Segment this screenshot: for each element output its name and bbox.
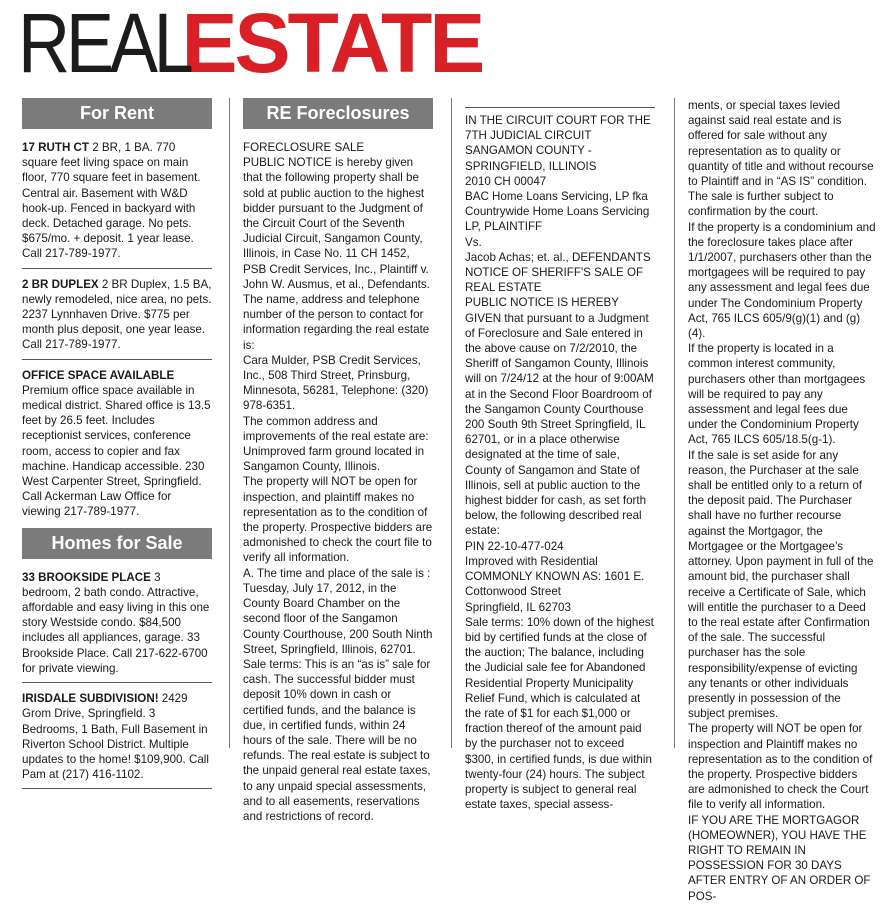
foreclosures-header: RE Foreclosures bbox=[243, 98, 433, 129]
ad-title: IRISDALE SUBDIVISION! bbox=[22, 692, 159, 706]
column-foreclosure-2 bbox=[465, 98, 655, 812]
rent-ad bbox=[22, 277, 212, 360]
ad-body: 2429 Grom Drive, Springfield. 3 Bedrooms, 1 Bath, Full Basement in Riverton School District. Multiple updates to the home! $109,900. Call Pam at (217) 416-1102. bbox=[22, 692, 209, 782]
ad-body: 2 BR, 1 BA. 770 square feet living space on main floor, 770 square feet in basement. Central air. Basement with W&D hook-up. Fenced in backyard with deck. Detached garage. No pets. $675/mo. + deposit. 1 year lease. Call 217-789-1977. bbox=[22, 141, 201, 261]
ad-body: 2 BR Duplex, 1.5 BA, newly remodeled, nice area, no pets. 2237 Lynnhaven Drive. $775 per month plus deposit, one year lease. Call 217-789-1977. bbox=[22, 277, 212, 352]
foreclosure-notice-2: IN THE CIRCUIT COURT FOR THE 7TH JUDICIAL CIRCUIT SANGAMON COUNTY - SPRINGFIELD, ILLINOIS 2010 CH 00047 BAC Home Loans Servicing, LP fka Countrywide Home Loans Servicing LP, PLAINTIFF Vs. Jacob Achas; et. al., DEFENDANTS NOTICE OF SHERIFF'S SALE OF REAL ESTATE PUBLIC NOTICE IS HEREBY GIVEN that pursuant to a Judgment of Foreclosure and Sale entered in the above cause on 7/2/2010, the Sheriff of Sangamon County, Illinois will on 7/24/12 at the hour of 9:00AM at in the Second Floor Boardroom of the Sangamon County Courthouse 200 South 9th Street Springfield, IL 62701, or in a place otherwise designated at the time of sale, County of Sangamon and State of Illinois, sell at public auction to the highest bidder for cash, as set forth below, the following described real estate: PIN 22-10-477-024 Improved with Residential COMMONLY KNOWN AS: 1601 E. Cottonwood Street Springfield, IL 62703 Sale terms: 10% down of the highest bid by certified funds at the close of the auction; The balance, including the Judicial sale fee for Abandoned Residential Property Municipality Relief Fund, which is calculated at the rate of $1 for each $1,000 or fraction thereof of the amount paid by the purchaser not to exceed $300, in certified funds, is due within twenty-four (24) hours. The subject property is subject to general real estate taxes, special assess- bbox=[465, 107, 655, 812]
sale-ad bbox=[22, 691, 212, 789]
masthead-estate: ESTATE bbox=[181, 0, 483, 90]
ad-body: Premium office space available in medical district. Shared office is 13.5 feet by 26.5 feet. Includes receptionist services, conference room, access to copier and fax machine. Handicap accessible. 230 West Carpenter Street, Springfield. Call Ackerman Law Office for viewing 217-789-1977. bbox=[22, 383, 211, 519]
masthead-real: REAL bbox=[18, 0, 190, 90]
column-foreclosure-3 bbox=[688, 98, 877, 904]
rent-ad bbox=[22, 368, 212, 520]
column-classifieds bbox=[22, 98, 212, 797]
column-foreclosure-1 bbox=[243, 98, 433, 824]
sale-ad bbox=[22, 570, 212, 683]
for-rent-header: For Rent bbox=[22, 98, 212, 129]
masthead bbox=[18, 0, 878, 90]
ad-title: OFFICE SPACE AVAILABLE bbox=[22, 368, 175, 382]
ad-title: 2 BR DUPLEX bbox=[22, 277, 99, 291]
column-divider bbox=[451, 98, 452, 748]
ad-title: 17 RUTH CT bbox=[22, 141, 89, 154]
column-divider bbox=[674, 98, 675, 748]
homes-for-sale-header: Homes for Sale bbox=[22, 528, 212, 559]
rent-ad bbox=[22, 140, 212, 269]
ad-title: 33 BROOKSIDE PLACE bbox=[22, 570, 151, 584]
foreclosure-notice-1: FORECLOSURE SALE PUBLIC NOTICE is hereby given that the following property shall be sold at public auction to the highest bidder pursuant to the Judgment of the Circuit Court of the Seventh Judicial Circuit, Sangamon County, Illinois, in Case No. 11 CH 1452, PSB Credit Services, Inc., Plaintiff v. John W. Ausmus, et al., Defendants. The name, address and telephone number of the person to contact for information regarding the real estate is: Cara Mulder, PSB Credit Services, Inc., 508 Third Street, Prinsburg, Minnesota, 56281, Telephone: (320) 978-6351. The common address and improvements of the real estate are: Unimproved farm ground located in Sangamon County, Illinois. The property will NOT be open for inspection, and plaintiff makes no representation as to the condition of the property. Prospective bidders are admonished to check the court file to verify all information. A. The time and place of the sale is : Tuesday, July 17, 2012, in the County Board Chamber on the second floor of the Sangamon County Courthouse, 200 South Ninth Street, Springfield, Illinois, 62701. Sale terms: This is an “as is” sale for cash. The successful bidder must deposit 10% down in cash or certified funds, and the balance is due, in certified funds, within 24 hours of the sale. There will be no refunds. The real estate is subject to the unpaid general real estate taxes, to any unpaid special assessments, and to all easements, reservations and restrictions of record. bbox=[243, 141, 433, 823]
ad-body: 3 bedroom, 2 bath condo. Attractive, affordable and easy living in this one story Westside condo. $84,500 includes all appliances, garage. 33 Brookside Place. Call 217-622-6700 for private viewing. bbox=[22, 570, 210, 675]
column-divider bbox=[229, 98, 230, 748]
foreclosure-notice-3: ments, or special taxes levied against said real estate and is offered for sale without any representation as to quality or quantity of title and without recourse to Plaintiff and in “AS IS” condition. The sale is further subject to confirmation by the court. If the property is a condominium and the foreclosure takes place after 1/1/2007, purchasers other than the mortgagees will be required to pay any assessment and legal fees due under The Condominium Property Act, 765 ILCS 605/9(g)(1) and (g)(4). If the property is located in a common interest community, purchasers other than mortgagees will be required to pay any assessment and legal fees due under the Condominium Property Act, 765 ILCS 605/18.5(g-1). If the sale is set aside for any reason, the Purchaser at the sale shall be entitled only to a return of the deposit paid. The Purchaser shall have no further recourse against the Mortgagor, the Mortgagee or the Mortgagee’s attorney. Upon payment in full of the amount bid, the purchaser shall receive a Certificate of Sale, which will entitle the purchaser to a Deed to the real estate after Confirmation of the sale. The successful purchaser has the sole responsibility/expense of evicting any tenants or other individuals presently in possession of the subject premises. The property will NOT be open for inspection and Plaintiff makes no representation as to the condition of the property. Prospective bidders are admonished to check the Court file to verify all information. IF YOU ARE THE MORTGAGOR (HOMEOWNER), YOU HAVE THE RIGHT TO REMAIN IN POSSESSION FOR 30 DAYS AFTER ENTRY OF AN ORDER OF POS- bbox=[688, 99, 876, 903]
